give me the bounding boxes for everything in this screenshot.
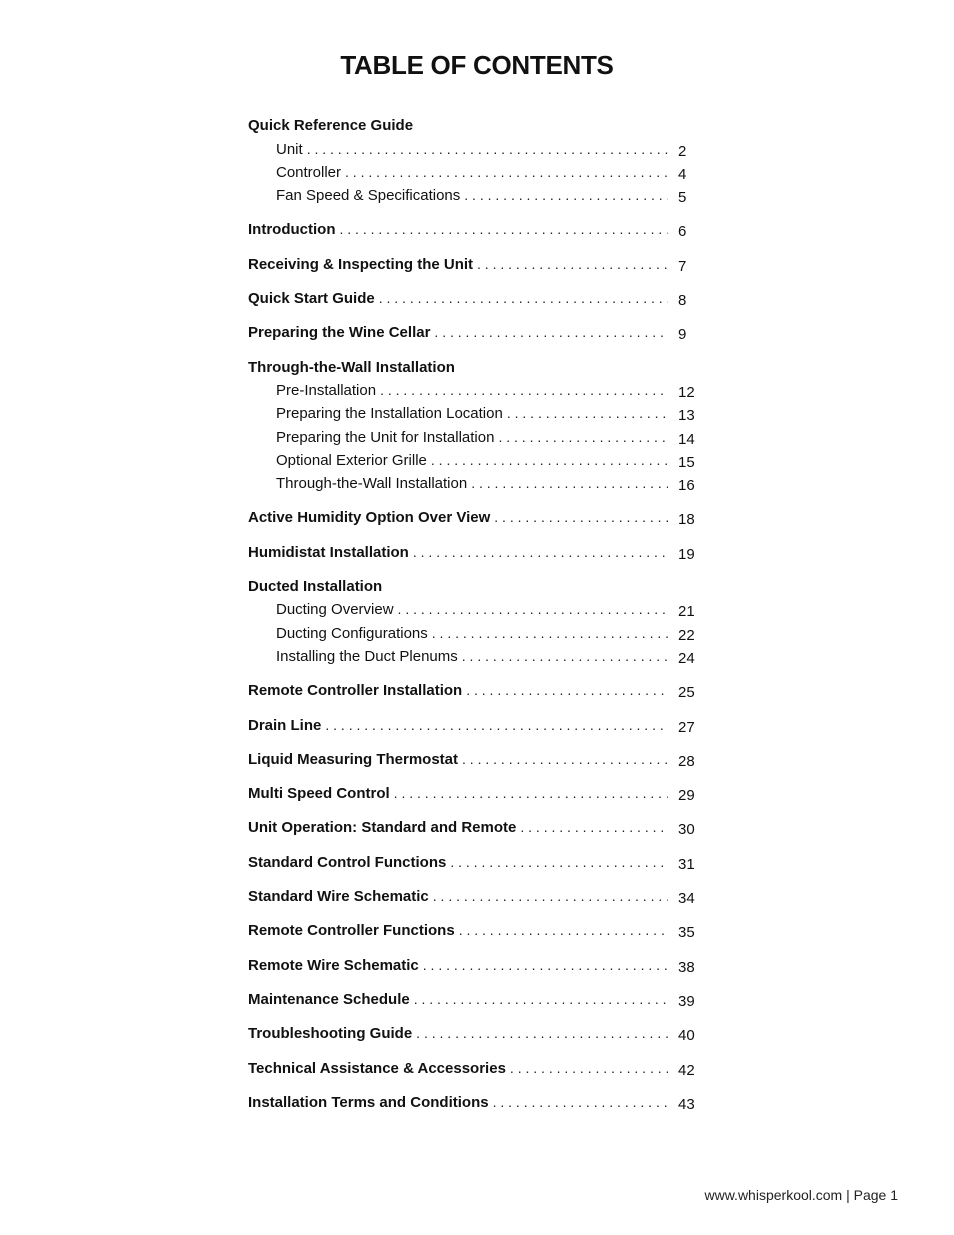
dot-leader [498,429,668,446]
toc-page-number: 18 [678,511,695,529]
toc-page-number: 4 [678,165,687,183]
dot-leader [398,601,668,618]
toc-page-number: 15 [678,453,695,471]
toc-subentry[interactable] [248,595,708,621]
table-of-contents [248,111,708,1122]
toc-page-number: 22 [678,626,695,644]
dot-leader [325,717,668,734]
toc-entry[interactable] [248,318,708,344]
toc-page-number: 38 [678,958,695,976]
toc-entry[interactable] [248,985,708,1008]
toc-page-number: 12 [678,383,695,401]
dot-leader [494,509,668,526]
toc-subentry-title: Ducting Overview [276,601,394,619]
toc-entry-title: Multi Speed Control [248,785,390,803]
toc-page-number: 29 [678,787,695,805]
toc-subentry[interactable] [248,134,708,160]
toc-page-number: 13 [678,407,695,425]
dot-leader [339,221,668,238]
dot-leader [433,888,668,905]
toc-entry[interactable] [248,1019,708,1045]
toc-page-number: 19 [678,545,695,563]
toc-page-number: 9 [678,326,687,344]
toc-entry-title: Troubleshooting Guide [248,1025,413,1043]
toc-subentry[interactable] [248,181,708,207]
toc-page-number: 35 [678,924,695,942]
dot-leader [466,682,668,699]
dot-leader [379,290,668,307]
toc-entry-title: Unit Operation: Standard and Remote [248,819,517,837]
toc-section [248,111,708,207]
toc-entry[interactable] [248,882,708,908]
toc-page-number: 6 [678,223,687,241]
toc-entry[interactable] [248,950,708,976]
toc-page-number: 39 [678,992,695,1010]
toc-subentry-title: Installing the Duct Plenums [276,647,458,665]
toc-entry[interactable] [248,503,708,529]
toc-section [248,284,708,310]
toc-entry[interactable] [248,1088,708,1111]
dot-leader [510,1060,668,1077]
toc-page-number: 5 [678,189,687,207]
toc-entry[interactable] [248,676,708,702]
toc-entry-title: Introduction [248,221,336,239]
toc-section [248,882,708,908]
toc-subentry[interactable] [248,422,708,448]
toc-entry-title: Through-the-Wall Installation [248,358,455,376]
toc-page-number: 8 [678,292,687,310]
toc-subentry[interactable] [248,158,708,181]
dot-leader [477,256,668,273]
dot-leader [464,187,668,204]
toc-section [248,745,708,768]
toc-page-number: 43 [678,1095,695,1113]
toc-section [248,847,708,873]
toc-entry[interactable] [248,284,708,310]
toc-subentry[interactable] [248,446,708,469]
toc-section [248,572,708,665]
toc-entry-title: Ducted Installation [248,578,383,596]
toc-section [248,1019,708,1045]
toc-page-number: 2 [678,142,687,160]
toc-subentry[interactable] [248,642,708,665]
dot-leader [431,452,668,469]
toc-entry-title: Standard Control Functions [248,853,447,871]
toc-section [248,537,708,563]
toc-entry-title: Active Humidity Option Over View [248,509,491,527]
toc-entry[interactable] [248,111,708,134]
dot-leader [380,382,668,399]
toc-subentry-title: Preparing the Unit for Installation [276,428,495,446]
toc-subentry[interactable] [248,399,708,425]
dot-leader [507,405,668,422]
toc-subentry-title: Pre-Installation [276,381,377,399]
toc-subentry[interactable] [248,376,708,399]
toc-entry-title: Quick Reference Guide [248,117,414,135]
toc-entry[interactable] [248,1053,708,1079]
toc-section [248,985,708,1008]
toc-subentry-title: Preparing the Installation Location [276,405,503,423]
toc-section [248,1088,708,1111]
toc-page-number: 30 [678,821,695,839]
toc-section [248,950,708,976]
toc-subentry[interactable] [248,469,708,495]
toc-subentry-title: Unit [276,140,303,158]
toc-entry-title: Standard Wire Schematic [248,888,429,906]
dot-leader [493,1094,668,1111]
toc-entry-title: Remote Controller Installation [248,682,463,700]
toc-page-number: 21 [678,603,695,621]
dot-leader [413,544,668,561]
page-footer: www.whisperkool.com | Page 1 [704,1187,898,1203]
toc-entry[interactable] [248,745,708,768]
toc-entry-title: Maintenance Schedule [248,990,410,1008]
toc-section [248,318,708,344]
toc-page-number: 34 [678,890,695,908]
toc-entry-title: Quick Start Guide [248,290,375,308]
toc-subentry-title: Optional Exterior Grille [276,451,427,469]
toc-section [248,215,708,241]
toc-entry[interactable] [248,352,708,375]
toc-section [248,710,708,736]
toc-entry[interactable] [248,779,708,805]
dot-leader [434,324,668,341]
toc-section [248,916,708,942]
dot-leader [345,164,668,181]
toc-section [248,249,708,275]
toc-page-number: 40 [678,1027,695,1045]
dot-leader [432,625,668,642]
toc-subentry-title: Controller [276,163,342,181]
page-title: TABLE OF CONTENTS [340,50,614,80]
dot-leader [414,991,668,1008]
toc-subentry-title: Fan Speed & Specifications [276,187,461,205]
toc-entry[interactable] [248,847,708,873]
toc-section [248,1053,708,1079]
toc-entry-title: Humidistat Installation [248,543,409,561]
dot-leader [459,922,668,939]
toc-entry-title: Liquid Measuring Thermostat [248,750,459,768]
toc-subentry[interactable] [248,618,708,644]
toc-page-number: 27 [678,718,695,736]
toc-entry[interactable] [248,537,708,563]
dot-leader [462,751,668,768]
toc-entry-title: Installation Terms and Conditions [248,1093,489,1111]
toc-section [248,503,708,529]
toc-subentry-title: Ducting Configurations [276,624,428,642]
toc-page-number: 42 [678,1061,695,1079]
dot-leader [450,854,668,871]
toc-page-number: 24 [678,649,695,667]
toc-entry-title: Preparing the Wine Cellar [248,324,431,342]
toc-entry[interactable] [248,813,708,839]
toc-section [248,352,708,495]
toc-page-number: 28 [678,752,695,770]
toc-section [248,676,708,702]
toc-section [248,779,708,805]
toc-entry[interactable] [248,215,708,241]
dot-leader [423,957,668,974]
toc-page-number: 16 [678,477,695,495]
toc-entry-title: Remote Controller Functions [248,922,455,940]
toc-entry-title: Drain Line [248,716,322,734]
dot-leader [520,819,668,836]
toc-page-number: 31 [678,855,695,873]
toc-page-number: 14 [678,430,695,448]
toc-entry-title: Remote Wire Schematic [248,956,419,974]
toc-subentry-title: Through-the-Wall Installation [276,475,468,493]
toc-page-number: 7 [678,257,687,275]
toc-entry-title: Receiving & Inspecting the Unit [248,255,474,273]
toc-page-number: 25 [678,684,695,702]
dot-leader [307,141,668,158]
dot-leader [462,648,668,665]
toc-entry[interactable] [248,710,708,736]
dot-leader [471,475,668,492]
dot-leader [394,785,668,802]
toc-entry-title: Technical Assistance & Accessories [248,1059,506,1077]
toc-entry[interactable] [248,249,708,275]
toc-entry[interactable] [248,916,708,942]
toc-section [248,813,708,839]
toc-entry[interactable] [248,572,708,595]
dot-leader [416,1025,668,1042]
